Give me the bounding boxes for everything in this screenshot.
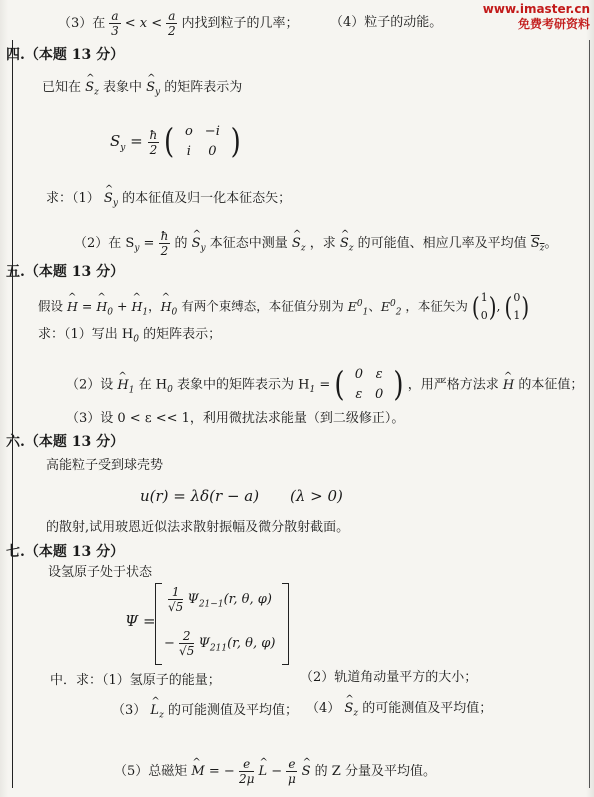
sub: 21−1 <box>198 599 224 610</box>
op-sub: y <box>155 87 161 98</box>
q4-intro-b: 表象中 <box>102 80 142 95</box>
h1-matrix <box>349 365 390 405</box>
sub: 0 <box>167 385 173 396</box>
op-symbol: S <box>85 80 95 95</box>
right-paren: ) <box>230 122 241 162</box>
q3-item4: （4）粒子的动能。 <box>330 15 443 30</box>
q7-ask3 <box>112 702 298 725</box>
left-bracket <box>155 583 162 665</box>
op-symbol: L <box>150 703 160 718</box>
ask-label: （2）设 <box>66 377 114 393</box>
frac-den: μ <box>287 772 296 786</box>
sz-average <box>530 236 545 254</box>
frac-den: √5 <box>168 600 184 614</box>
sy-operator <box>192 235 206 258</box>
equals-sign: = <box>319 377 331 393</box>
op-symbol: S <box>339 236 349 251</box>
h1-operator <box>131 298 148 322</box>
frac-den: 2 <box>160 244 169 258</box>
sub: 1 <box>309 385 316 396</box>
op-symbol: E <box>380 298 390 314</box>
sub: 0 <box>133 334 139 345</box>
q7-psi-lhs <box>125 612 156 630</box>
text: 表象中的矩阵表示为 H <box>177 377 310 393</box>
psi-row-2 <box>164 630 275 658</box>
h0-operator <box>96 298 113 322</box>
e1-symbol <box>347 298 369 317</box>
op-symbol: S <box>103 191 113 206</box>
lz-operator <box>150 702 163 725</box>
op-symbol: S <box>146 80 156 95</box>
q4-ask1 <box>46 190 291 213</box>
op-sub: 0 <box>107 307 113 317</box>
matrix-cell: o <box>184 124 193 139</box>
text: 有两个束缚态，本征值分别为 <box>181 298 344 314</box>
text: 本征态中测量 <box>209 236 288 251</box>
q3-inequality: < x < <box>124 16 163 31</box>
text: 在 H <box>138 377 168 393</box>
frac-num: 1 <box>168 586 183 600</box>
op-symbol: H <box>131 298 143 314</box>
op-sub: 1 <box>128 385 135 396</box>
e2-symbol <box>380 298 402 317</box>
text: 假设 <box>38 298 64 314</box>
args: (r, θ, φ) <box>223 592 272 607</box>
text: 的本征值； <box>518 377 584 393</box>
vector-cell: 1 <box>513 309 521 322</box>
q7-ask2: （2）轨道角动量平方的大小； <box>300 670 478 685</box>
op-symbol: S <box>530 236 540 251</box>
right-border-line <box>589 40 590 788</box>
psi-symbol: Ψ <box>198 636 210 651</box>
q5-ask3: （3）设 0 < ε << 1，利用微扰法求能量（到二级修正）。 <box>66 411 405 426</box>
equals-sign: = <box>81 298 93 314</box>
q5-heading: 五.（本题 13 分） <box>6 264 125 280</box>
eigenvector-2 <box>512 289 521 325</box>
psi-symbol: Ψ <box>125 612 139 630</box>
q4-ask2 <box>74 230 558 258</box>
op-sub: z <box>94 87 99 98</box>
coef-1-over-sqrt5 <box>168 586 183 613</box>
coef-2-over-sqrt5 <box>179 630 194 657</box>
right-bracket <box>282 583 289 665</box>
q4-intro <box>42 79 242 102</box>
ask-label: （2）在 S <box>74 236 135 251</box>
matrix-cell: −i <box>204 124 220 139</box>
op-symbol: S <box>191 236 201 251</box>
ask-label: （5）总磁矩 <box>114 764 188 779</box>
q4-intro-a: 已知在 <box>42 80 82 95</box>
matrix-cell: ε <box>375 367 383 382</box>
text: ，本征矢为 <box>405 298 468 314</box>
matrix-cell: i <box>186 144 191 159</box>
op-sub: y <box>200 243 206 254</box>
op-sub: 1 <box>142 307 149 317</box>
frac-den: 2 <box>168 24 176 38</box>
q7-ask5 <box>114 758 436 785</box>
ask-text: 的可能测值及平均值； <box>362 701 493 716</box>
e-over-mu <box>286 758 297 785</box>
text: ，求 <box>309 236 336 251</box>
q7-intro: 设氢原子处于状态 <box>48 565 153 580</box>
q3-frac-a2 <box>166 10 177 37</box>
sub: y <box>134 243 140 254</box>
sz-operator <box>292 235 306 258</box>
left-paren: ( <box>504 291 513 323</box>
args: (r, θ, φ) <box>227 636 276 651</box>
text: 的可能值、相应几率及平均值 <box>357 236 527 251</box>
frac-num: e <box>288 757 296 771</box>
frac-den: 2μ <box>238 772 255 786</box>
right-paren: ) <box>521 291 530 323</box>
frac-den: 3 <box>111 24 119 38</box>
frac-den: √5 <box>179 644 195 658</box>
frac-num: a <box>168 9 176 23</box>
frac-den: 2 <box>149 142 158 157</box>
ask-label: （4） <box>306 701 341 716</box>
equals-minus: = − <box>208 764 235 779</box>
h-operator: ^ H <box>67 298 78 316</box>
q5-ask2 <box>66 365 583 405</box>
left-border-line <box>12 40 13 788</box>
matrix-cell: 0 <box>374 387 384 402</box>
sz-operator <box>340 235 354 258</box>
op-sub: z <box>159 710 164 721</box>
op-sub: z <box>348 243 354 254</box>
q6-potential-formula: u(r) = λδ(r − a) <box>140 487 260 505</box>
left-paren: ( <box>471 291 480 323</box>
sup: 0 <box>389 298 396 309</box>
right-paren: ) <box>488 291 497 323</box>
op-symbol: H <box>160 298 172 314</box>
watermark-url: www.imaster.cn <box>482 2 590 16</box>
frac-num: ħ <box>149 127 158 142</box>
ask-text: 的 Z 分量及平均值。 <box>314 764 436 779</box>
lhs-symbol: S <box>110 132 121 150</box>
sub: 2 <box>395 307 402 317</box>
hbar-over-2 <box>148 129 160 156</box>
sz-operator <box>344 700 358 723</box>
ask-label: 求：（1） <box>46 191 100 206</box>
s-operator: ^ S <box>302 763 311 781</box>
op-sub: z <box>300 243 306 254</box>
plus-sign: + <box>116 298 128 314</box>
vector-cell: 0 <box>480 309 488 322</box>
op-symbol: E <box>347 298 357 314</box>
q6-condition: (λ > 0) <box>290 487 343 505</box>
minus-sign: − <box>164 636 175 651</box>
ask-label: （3） <box>112 703 147 718</box>
left-paren: ( <box>164 122 175 162</box>
equals-sign: = <box>130 132 143 150</box>
q7-ask1: 中．求：（1）氢原子的能量； <box>50 673 221 688</box>
q7-heading: 七.（本题 13 分） <box>6 544 125 560</box>
minus-sign: − <box>271 764 283 779</box>
sy-operator <box>104 190 118 213</box>
e-over-2mu <box>239 758 254 785</box>
q3-item3-label: （3）在 <box>58 16 106 31</box>
frac-num: ħ <box>160 229 169 243</box>
frac-num: e <box>239 758 254 772</box>
sub: 211 <box>209 643 228 654</box>
sy-operator <box>146 79 160 102</box>
text: ，用严格方法求 <box>407 377 499 393</box>
text: 。 <box>544 236 558 251</box>
q6-heading: 六.（本题 13 分） <box>6 434 125 450</box>
op-sub: y <box>112 198 118 209</box>
q3-item3-rest: 内找到粒子的几率； <box>181 16 299 31</box>
watermark-subtitle: 免费考研资料 <box>517 17 590 31</box>
op-sub: 0 <box>171 307 178 317</box>
op-sub: z <box>539 243 545 254</box>
q5-ask1 <box>38 326 221 349</box>
sup: 0 <box>356 298 363 309</box>
m-operator: ^ M <box>191 763 204 781</box>
sz-operator <box>85 79 99 102</box>
text: 的 <box>174 236 188 251</box>
q6-intro: 高能粒子受到球壳势 <box>46 458 164 473</box>
h1-operator <box>117 377 134 400</box>
h-operator: ^ H <box>503 377 514 395</box>
ask-text: 的可能测值及平均值； <box>167 703 298 718</box>
op-symbol: H <box>96 298 108 314</box>
q7-ask4 <box>306 700 492 723</box>
text: 、 <box>368 298 381 314</box>
op-symbol: S <box>291 236 301 251</box>
frac-num: a <box>111 9 119 23</box>
q4-heading: 四.（本题 13 分） <box>6 47 125 63</box>
matrix-cell: 0 <box>354 367 363 382</box>
op-sub: z <box>353 708 359 719</box>
l-operator: ^ L <box>259 763 268 781</box>
equals-sign: = <box>142 612 156 630</box>
q3-item3-line <box>58 10 299 37</box>
text: ， <box>148 298 161 314</box>
ask-text: 的矩阵表示； <box>143 327 222 342</box>
sy-matrix <box>179 122 226 162</box>
q3-frac-a3 <box>109 10 120 37</box>
vector-cell: 1 <box>480 291 488 304</box>
q4-sy-matrix-equation <box>110 122 241 162</box>
q6-ask: 的散射,试用玻恩近似法求散射振幅及微分散射截面。 <box>46 520 350 535</box>
frac-num: 2 <box>179 630 194 644</box>
hbar-over-2 <box>159 230 171 257</box>
matrix-cell: 0 <box>208 144 217 159</box>
op-symbol: H <box>117 377 129 393</box>
eigenvector-1 <box>480 289 489 325</box>
watermark <box>483 2 590 32</box>
op-symbol: S <box>344 701 354 716</box>
psi-row-1 <box>168 586 272 614</box>
matrix-cell: ε <box>355 387 363 402</box>
left-paren: ( <box>334 365 345 405</box>
right-paren: ) <box>393 365 404 405</box>
vector-cell: 0 <box>513 291 521 304</box>
h0-operator <box>161 298 178 322</box>
psi-symbol: Ψ <box>187 592 199 607</box>
lhs-sub: y <box>120 143 126 153</box>
ask-text: 的本征值及归一化本征态矢； <box>122 191 292 206</box>
ask-text: 求：（1）写出 H <box>38 327 134 342</box>
q5-intro: 假设 ^ H = ^ $H_0$ + ^ $H_1$，^ $H_0$ 有两个束缚态，本征值分别为 $E^0_1$、$E^0_2$ ，本征矢为 ( 1 0 ), ( 0 1 ) <box>38 289 529 325</box>
q4-intro-c: 的矩阵表示为 <box>164 80 243 95</box>
equals-sign: = <box>143 236 155 251</box>
sub: 1 <box>362 307 369 317</box>
